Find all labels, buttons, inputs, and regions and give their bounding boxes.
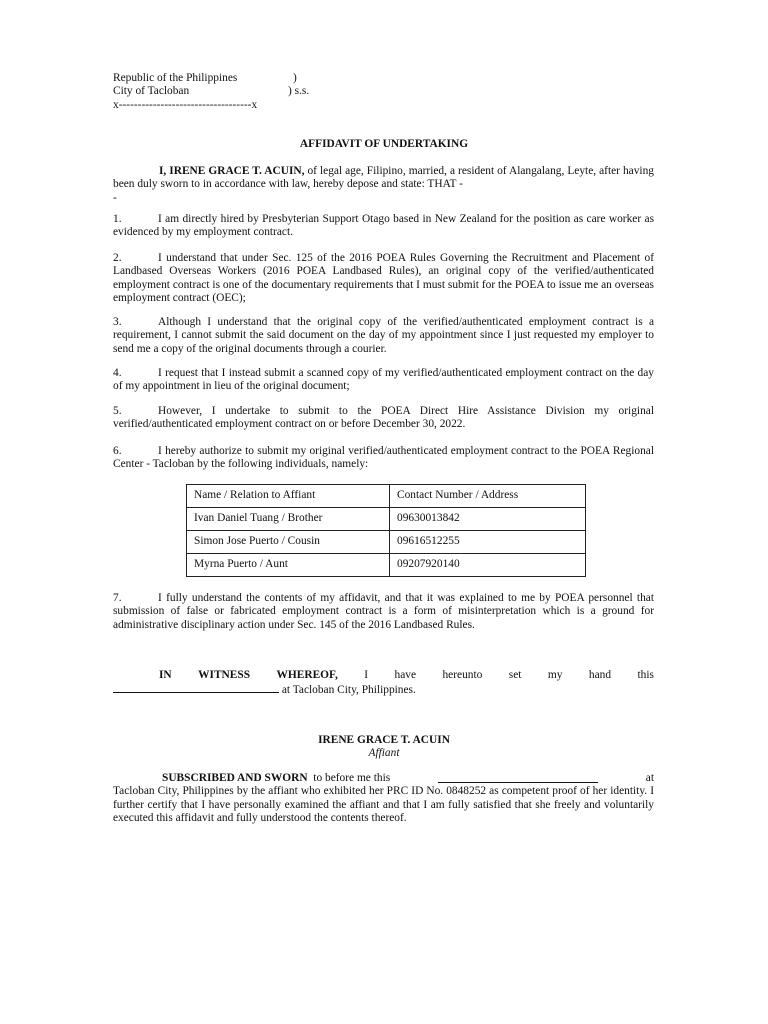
witness-clause [113, 669, 654, 698]
table-row [187, 508, 586, 531]
table-header-row [187, 485, 586, 508]
jurat-part1: to before me this [313, 772, 391, 784]
paragraph-text: However, I undertake to submit to the POEA Direct Hire Assistance Division my original verified/authenticated employment contract on or before December 30, 2022. [113, 405, 654, 431]
witness-word: WHEREOF, [276, 669, 338, 681]
affiant-name-intro: I, IRENE GRACE T. ACUIN, [159, 165, 305, 177]
paragraph-number: 5. [113, 405, 122, 417]
jurat-part2: at [645, 772, 654, 784]
table-row [187, 554, 586, 577]
witness-word: have [394, 669, 417, 681]
paragraph-text: Although I understand that the original copy of the verified/authenticated employment contract is a requirement, I cannot submit the said document on the day of my appointment since I just requested my employer to send me a copy of the original documents through a courier. [113, 316, 654, 355]
witness-word: hand [588, 669, 612, 681]
caption-country: Republic of the Philippines [113, 72, 238, 84]
paragraph-number: 3. [113, 316, 122, 328]
witness-date-line [113, 682, 654, 697]
table-cell: 09630013842 [390, 508, 586, 531]
witness-word: I [364, 669, 369, 681]
table-cell: Simon Jose Puerto / Cousin [187, 531, 390, 554]
jurat-date-blank[interactable] [438, 772, 598, 783]
intro-text: of legal age, Filipino, married, a resident of Alangalang, Leyte, after having been duly sworn to in accordance with law, hereby depose and state: THAT - [113, 165, 654, 191]
intro-trail: - [113, 191, 117, 204]
paragraph-text: I hereby authorize to submit my original verified/authenticated employment contract to the POEA Regional Center - Tacloban by the following individuals, namely: [113, 445, 654, 471]
paragraph-text: I understand that under Sec. 125 of the 2016 POEA Rules Governing the Recruitment and Placement of Landbased Overseas Workers (2016 POEA Landbased Rules), an original copy of the verified/authenticated employment contract is one of the documentary requirements that I must submit for the POEA to issue me an overseas employment contract (OEC); [113, 252, 654, 304]
date-blank[interactable] [113, 682, 279, 693]
witness-word: IN [159, 669, 172, 681]
jurat-lead: SUBSCRIBED AND SWORN [162, 772, 308, 784]
document-title: AFFIDAVIT OF UNDERTAKING [299, 138, 469, 150]
authorized-persons-table [186, 484, 586, 577]
witness-line [113, 669, 654, 682]
witness-word: set [508, 669, 522, 681]
caption-ss: ) s.s. [288, 85, 310, 98]
jurat-paragraph [113, 772, 654, 825]
affiant-signature-name: IRENE GRACE T. ACUIN [318, 734, 450, 746]
witness-word: hereunto [442, 669, 483, 681]
paragraph-3 [113, 316, 654, 356]
caption-city: City of Tacloban [113, 85, 190, 98]
paragraph-text: I am directly hired by Presbyterian Support Otago based in New Zealand for the position as care worker as evidenced by my employment contract. [113, 213, 654, 239]
venue-caption [113, 72, 373, 112]
intro-paragraph [113, 165, 654, 205]
caption-paren: ) [293, 72, 297, 84]
jurat-first-line [113, 772, 654, 785]
affiant-role: Affiant [368, 747, 400, 759]
witness-word: WITNESS [198, 669, 251, 681]
paragraph-number: 2. [113, 252, 122, 264]
jurat-rest: Tacloban City, Philippines by the affiant who exhibited her PRC ID No. 0848252 as competent proof of her identity. I further certify that I have personally examined the affiant and that I am fully satisfied that she freely and voluntarily executed this affidavit and fully understood the contents thereof. [113, 785, 654, 824]
paragraph-number: 1. [113, 213, 122, 225]
paragraph-number: 7. [113, 592, 122, 604]
table-cell: Myrna Puerto / Aunt [187, 554, 390, 577]
paragraph-text: I fully understand the contents of my affidavit, and that it was explained to me by POEA personnel that submission of false or fabricated employment contract is a form of misinterpretation which is a ground for administrative disciplinary action under Sec. 145 of the 2016 Landbased Rules. [113, 592, 654, 631]
table-cell: 09616512255 [390, 531, 586, 554]
paragraph-6 [113, 445, 654, 472]
table-cell: 09207920140 [390, 554, 586, 577]
witness-word: my [547, 669, 563, 681]
table-row [187, 531, 586, 554]
paragraph-5 [113, 405, 654, 432]
paragraph-7 [113, 592, 654, 632]
table-header-cell: Name / Relation to Affiant [187, 485, 390, 508]
paragraph-number: 6. [113, 445, 122, 457]
witness-word: this [637, 669, 654, 681]
table-header-cell: Contact Number / Address [390, 485, 586, 508]
witness-place: at Tacloban City, Philippines. [281, 684, 416, 697]
paragraph-1 [113, 213, 654, 240]
table-cell: Ivan Daniel Tuang / Brother [187, 508, 390, 531]
paragraph-number: 4. [113, 367, 122, 379]
caption-divider: x-----------------------------------x [113, 98, 258, 111]
paragraph-text: I request that I instead submit a scanned copy of my verified/authenticated employment contract on the day of my appointment in lieu of the original document; [113, 367, 654, 393]
paragraph-4 [113, 367, 654, 394]
paragraph-2 [113, 252, 654, 305]
